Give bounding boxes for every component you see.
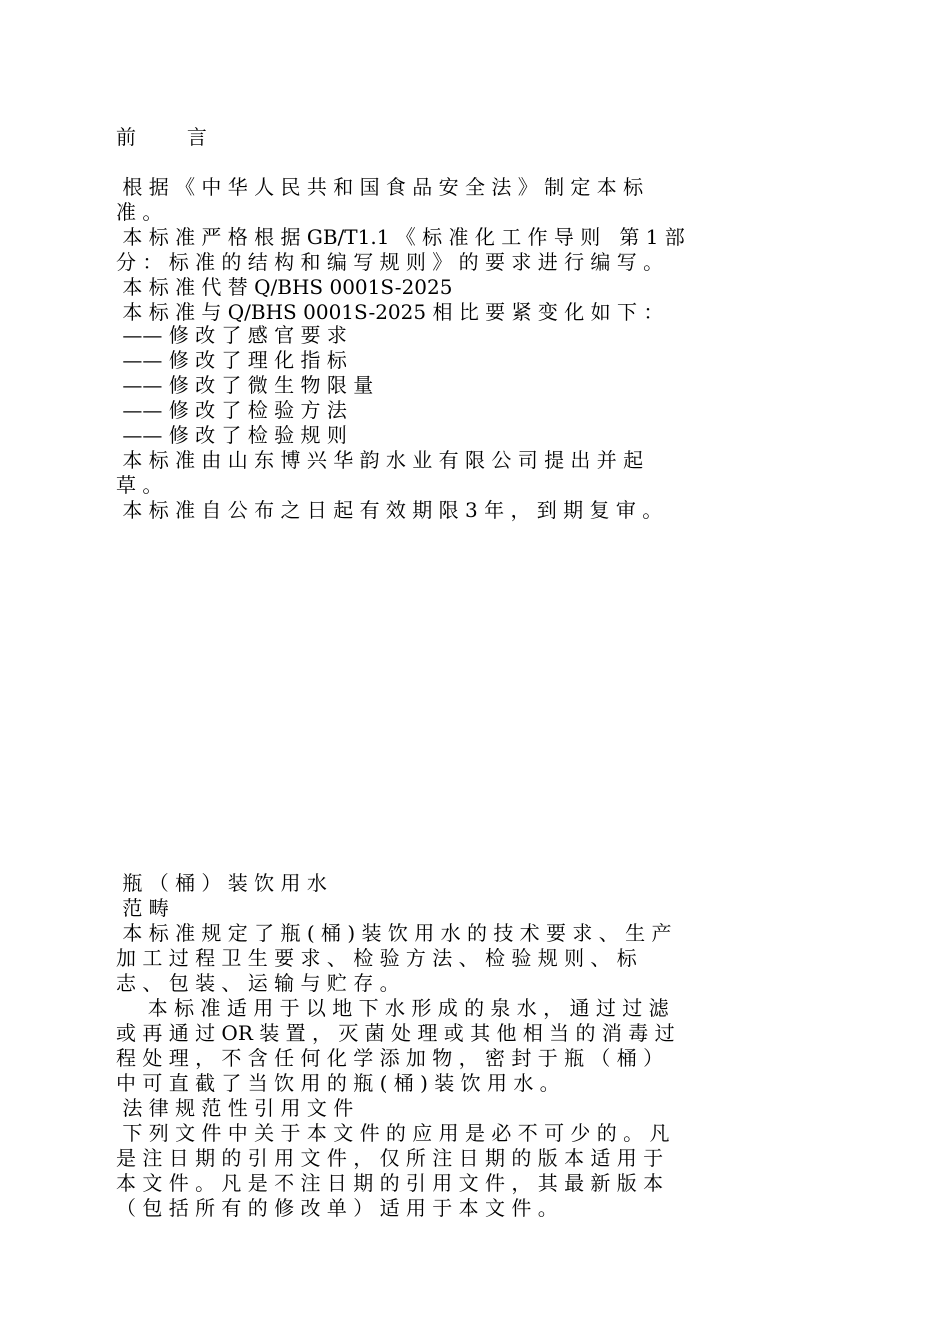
foreword-line: 分 ： 标 准 的 结 构 和 编 写 规 则 》 的 要 求 进 行 编 写 。 xyxy=(116,250,664,274)
foreword-line: 根 据 《 中 华 人 民 共 和 国 食 品 安 全 法 》 制 定 本 标 xyxy=(116,175,644,199)
normative-line: 是 注 日 期 的 引 用 文 件 ， 仅 所 注 日 期 的 版 本 适 用 于 xyxy=(116,1146,664,1170)
foreword-line: 草 。 xyxy=(116,473,163,497)
normative-line: 本 文 件 。 凡 是 不 注 日 期 的 引 用 文 件 ， 其 最 新 版 本 xyxy=(116,1171,664,1195)
foreword-title: 前 言 xyxy=(116,125,207,149)
foreword-line: 本 标 准 与 Q/BHS 0001S-2025 相 比 要 紧 变 化 如 下 ： xyxy=(116,300,664,324)
normative-line: （ 包 括 所 有 的 修 改 单 ） 适 用 于 本 文 件 。 xyxy=(116,1196,558,1220)
scope-line: 本 标 准 规 定 了 瓶 ( 桶 ) 装 饮 用 水 的 技 术 要 求 、 生 产 xyxy=(116,921,672,945)
foreword-line: 本 标 准 自 公 布 之 日 起 有 效 期 限 3 年 ， 到 期 复 审 。 xyxy=(116,498,663,522)
normative-references-heading: 法 律 规 范 性 引 用 文 件 xyxy=(116,1096,354,1120)
scope-line: 中 可 直 截 了 当 饮 用 的 瓶 ( 桶 ) 装 饮 用 水 。 xyxy=(116,1071,560,1095)
foreword-line: 本 标 准 由 山 东 博 兴 华 韵 水 业 有 限 公 司 提 出 并 起 xyxy=(116,448,644,472)
change-list-item: —— 修 改 了 检 验 方 法 xyxy=(116,398,347,422)
foreword-line: 本 标 准 代 替 Q/BHS 0001S-2025 xyxy=(116,275,453,299)
change-list-item: —— 修 改 了 感 官 要 求 xyxy=(116,323,347,347)
standard-title: 瓶 （ 桶 ） 装 饮 用 水 xyxy=(116,871,327,895)
scope-line: 加 工 过 程 卫 生 要 求 、 检 验 方 法 、 检 验 规 则 、 标 xyxy=(116,946,637,970)
change-list-item: —— 修 改 了 理 化 指 标 xyxy=(116,348,347,372)
scope-line: 本 标 准 适 用 于 以 地 下 水 形 成 的 泉 水 ， 通 过 过 滤 xyxy=(116,996,669,1020)
foreword-line: 本 标 准 严 格 根 据 GB/T1.1 《 标 准 化 工 作 导 则 第 1 部 xyxy=(116,225,685,249)
change-list-item: —— 修 改 了 检 验 规 则 xyxy=(116,423,347,447)
normative-line: 下 列 文 件 中 关 于 本 文 件 的 应 用 是 必 不 可 少 的 。 凡 xyxy=(116,1121,670,1145)
scope-line: 志 、 包 装 、 运 输 与 贮 存 。 xyxy=(116,971,400,995)
scope-line: 或 再 通 过 OR 装 置 ， 灭 菌 处 理 或 其 他 相 当 的 消 毒 过 xyxy=(116,1021,675,1045)
change-list-item: —— 修 改 了 微 生 物 限 量 xyxy=(116,373,374,397)
foreword-line: 准 。 xyxy=(116,200,163,224)
scope-heading: 范 畴 xyxy=(116,896,169,920)
scope-line: 程 处 理 ， 不 含 任 何 化 学 添 加 物 ， 密 封 于 瓶 （ 桶 ） xyxy=(116,1046,664,1070)
